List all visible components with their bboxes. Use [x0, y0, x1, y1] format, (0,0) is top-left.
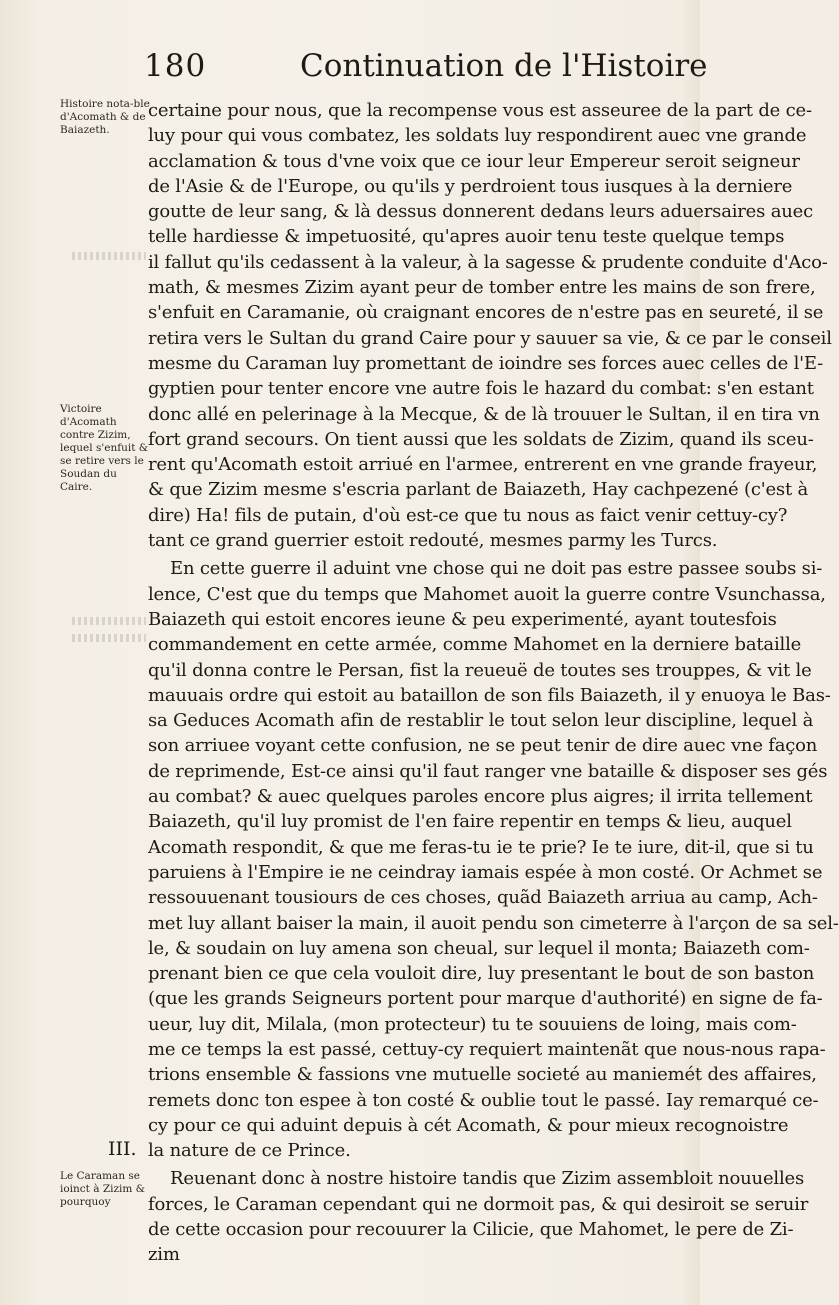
- text-line: forces, le Caraman cependant qui ne dormoit pas, & qui desiroit se seruir: [148, 1193, 809, 1215]
- text-line: fort grand secours. On tient aussi que les soldats de Zizim, quand ils sceu-: [148, 428, 814, 450]
- text-line: paruiens à l'Empire ie ne ceindray iamais espée à mon costé. Or Achmet se: [148, 861, 823, 883]
- text-line: certaine pour nous, que la recompense vous est asseuree de la part de ce-: [148, 100, 812, 121]
- text-line: zim: [148, 1244, 180, 1266]
- text-line: cy pour ce qui aduint depuis à cét Acomath, & pour mieux recognoistre: [148, 1114, 789, 1136]
- text-line: gyptien pour tenter encore vne autre fois le hazard du combat: s'en estant: [148, 378, 814, 400]
- text-line: rent qu'Acomath estoit arriué en l'armee, entrerent en vne grande frayeur,: [148, 454, 818, 476]
- margin-note-acomath-baiazeth: Histoire nota-ble d'Acomath & de Baiazeth.: [60, 98, 150, 136]
- text-line: qu'il donna contre le Persan, fist la reueuë de toutes ses trouppes, & vit le: [148, 659, 812, 681]
- text-line: met luy allant baiser la main, il auoit pendu son cimeterre à l'arçon de sa sel-: [148, 912, 839, 934]
- text-line: sa Geduces Acomath afin de restablir le tout selon leur discipline, lequel à: [148, 710, 814, 732]
- text-line: prenant bien ce que cela vouloit dire, luy presentant le bout de son baston: [148, 963, 815, 985]
- text-line: & que Zizim mesme s'escria parlant de Baiazeth, Hay cachpezené (c'est à: [148, 479, 809, 501]
- text-line: telle hardiesse & impetuosité, qu'apres auoir tenu teste quelque temps: [148, 226, 785, 248]
- text-line: math, & mesmes Zizim ayant peur de tomber entre les mains de son frere,: [148, 277, 816, 299]
- text-line: acclamation & tous d'vne voix que ce iour leur Empereur seroit seigneur: [148, 150, 800, 172]
- margin-note-caraman: Le Caraman se ioinct à Zizim & pourquoy: [60, 1170, 146, 1208]
- text-line: donc allé en pelerinage à la Mecque, & de là trouuer le Sultan, il en tira vn: [148, 403, 820, 425]
- text-line: tant ce grand guerrier estoit redouté, mesmes parmy les Turcs.: [148, 530, 718, 552]
- body-text: [148, 98, 839, 1268]
- text-line: son arriuee voyant cette confusion, ne se peut tenir de dire auec vne façon: [148, 735, 818, 757]
- text-line: mauuais ordre qui estoit au bataillon de son fils Baiazeth, il y enuoya le Bas-: [148, 684, 831, 706]
- section-numeral: III.: [108, 1138, 137, 1160]
- text-line: de cette occasion pour recouurer la Cilicie, que Mahomet, le pere de Zi-: [148, 1219, 794, 1241]
- text-line: luy pour qui vous combatez, les soldats luy respondirent auec vne grande: [148, 125, 807, 147]
- running-title: Continuation de l'Histoire: [300, 48, 708, 84]
- text-line: En cette guerre il aduint vne chose qui ne doit pas estre passee soubs si-: [170, 558, 823, 580]
- text-line: s'enfuit en Caramanie, où craignant encores de n'estre pas en seureté, il se: [148, 302, 824, 324]
- text-line: remets donc ton espee à ton costé & oublie tout le passé. Iay remarqué ce-: [148, 1089, 819, 1111]
- text-line: goutte de leur sang, & là dessus donnerent dedans leurs aduersaires auec: [148, 201, 813, 223]
- text-line: ressouuenant tousiours de ces choses, quãd Baiazeth arriua au camp, Ach-: [148, 887, 818, 909]
- text-line: mesme du Caraman luy promettant de ioindre ses forces auec celles de l'E-: [148, 352, 824, 374]
- text-line: Reuenant donc à nostre histoire tandis que Zizim assembloit nouuelles: [170, 1168, 805, 1190]
- text-line: me ce temps la est passé, cettuy-cy requiert maintenãt que nous-nous rapa-: [148, 1038, 826, 1060]
- text-line: retira vers le Sultan du grand Caire pour y sauuer sa vie, & ce par le conseil: [148, 327, 832, 349]
- text-line: de l'Asie & de l'Europe, ou qu'ils y perdroient tous iusques à la derniere: [148, 175, 793, 197]
- text-line: ueur, luy dit, Milala, (mon protecteur) tu te souuiens de loing, mais com-: [148, 1013, 797, 1035]
- text-line: de reprimende, Est-ce ainsi qu'il faut ranger vne bataille & disposer ses gés: [148, 760, 828, 782]
- text-line: Acomath respondit, & que me feras-tu ie te prie? Ie te iure, dit-il, que si tu: [148, 836, 814, 858]
- text-line: Baiazeth, qu'il luy promist de l'en faire repentir en temps & lieu, auquel: [148, 811, 792, 833]
- text-line: (que les grands Seigneurs portent pour marque d'authorité) en signe de fa-: [148, 988, 823, 1010]
- text-line: lence, C'est que du temps que Mahomet auoit la guerre contre Vsunchassa,: [148, 583, 826, 605]
- text-line: commandement en cette armée, comme Mahomet en la derniere bataille: [148, 634, 802, 656]
- text-line: dire) Ha! fils de putain, d'où est-ce que tu nous as faict venir cettuy-cy?: [148, 504, 788, 526]
- text-line: Baiazeth qui estoit encores ieune & peu experimenté, ayant toutesfois: [148, 608, 777, 630]
- show-through-mark: [72, 252, 146, 260]
- text-line: au combat? & auec quelques paroles encore plus aigres; il irrita tellement: [148, 786, 813, 808]
- text-line: le, & soudain on luy amena son cheual, sur lequel il monta; Baiazeth com-: [148, 937, 810, 959]
- show-through-mark: [72, 634, 146, 642]
- show-through-mark: [72, 617, 146, 625]
- page-number: 180: [144, 48, 207, 84]
- running-head: [140, 48, 708, 96]
- text-line: la nature de ce Prince.: [148, 1140, 351, 1162]
- text-line: il fallut qu'ils cedassent à la valeur, à la sagesse & prudente conduite d'Aco-: [148, 251, 828, 273]
- margin-note-victory-acomath: Victoire d'Acomath contre Zizim, lequel s'enfuit & se retire vers le Soudan du Caire.: [60, 403, 149, 493]
- text-line: trions ensemble & fassions vne mutuelle societé au maniemét des affaires,: [148, 1064, 817, 1086]
